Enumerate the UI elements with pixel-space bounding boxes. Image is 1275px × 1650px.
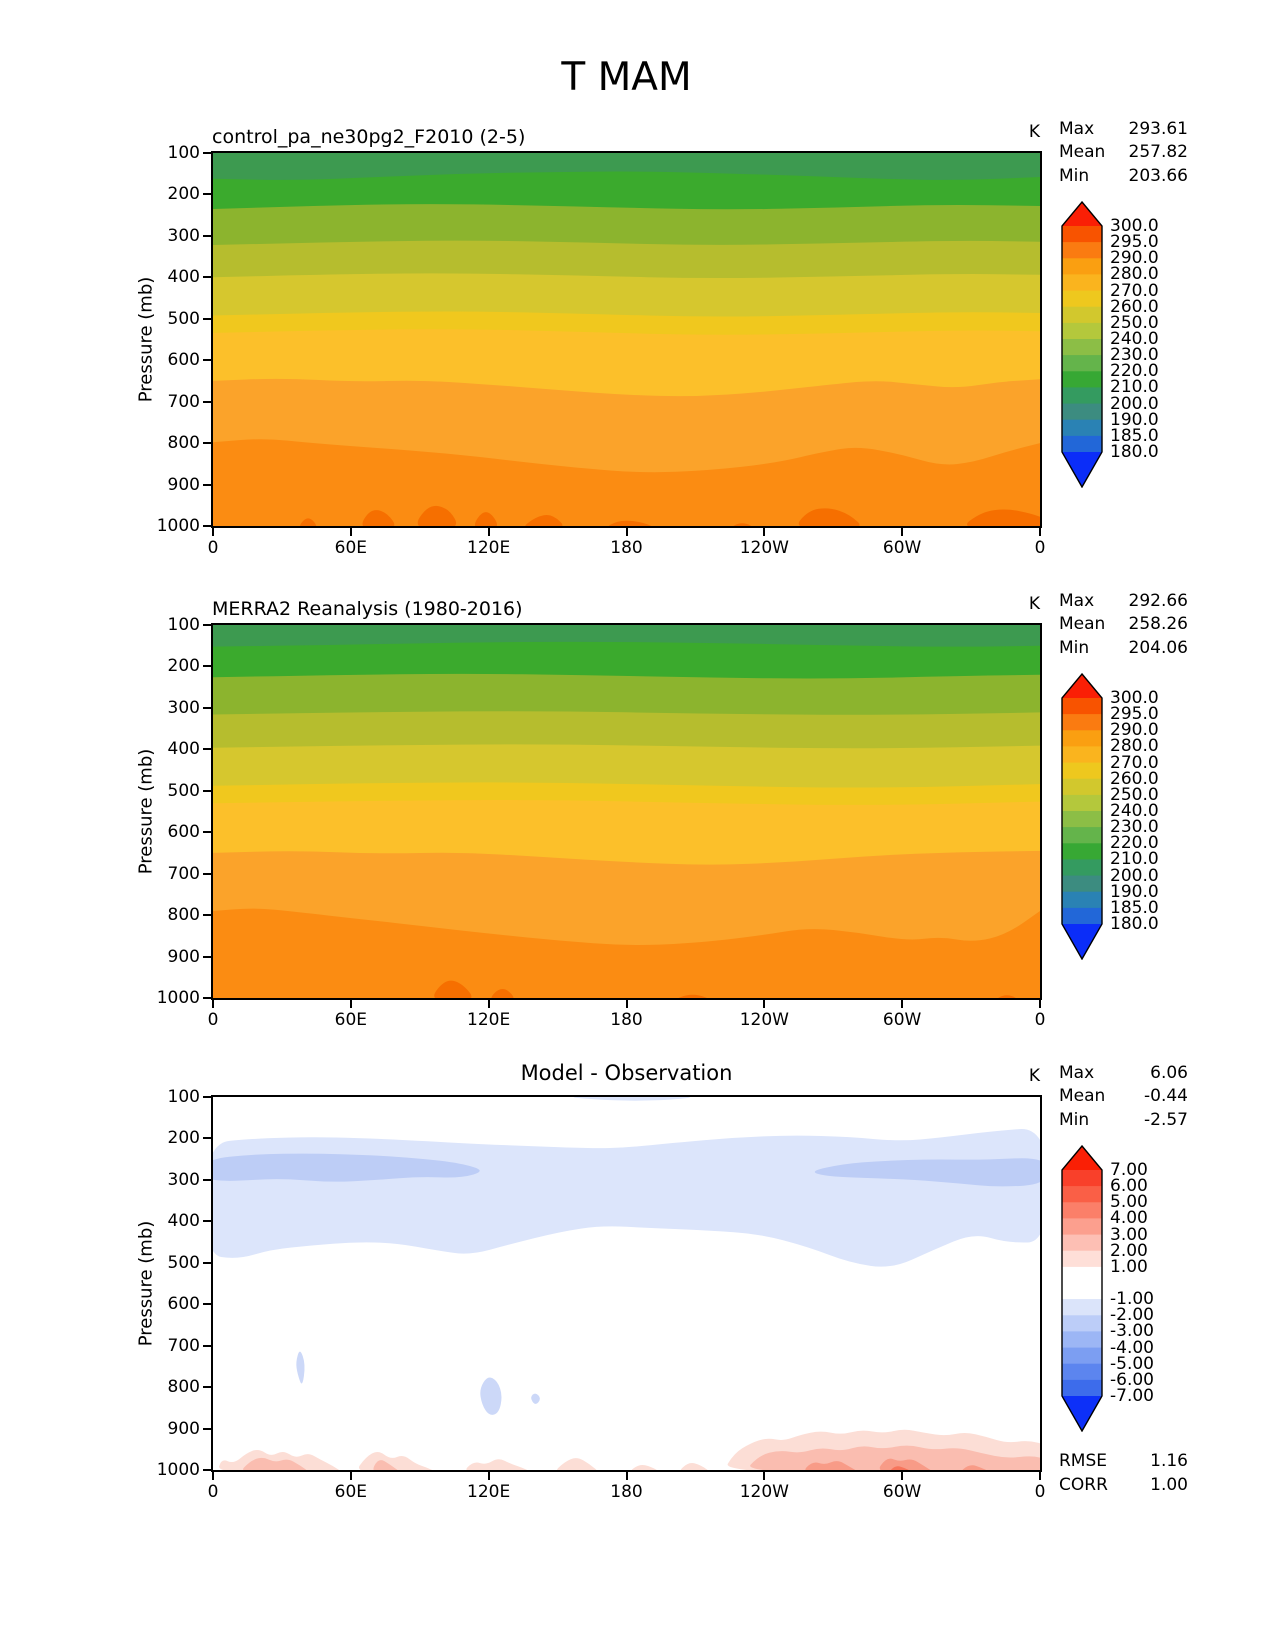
y-tick xyxy=(203,235,211,237)
colorbar-tick-label: 190.0 xyxy=(1110,409,1159,430)
colorbar-tick-label: -1.00 xyxy=(1110,1289,1154,1310)
extra-stat-row xyxy=(1059,1474,1188,1497)
unit-label: K xyxy=(1028,1066,1040,1086)
y-tick-label: 200 xyxy=(167,1128,200,1149)
stat-label: RMSE xyxy=(1059,1451,1108,1471)
colorbar-tick-label: 260.0 xyxy=(1110,296,1159,317)
x-tick xyxy=(350,1472,352,1480)
colorbar-segment xyxy=(1062,876,1102,893)
colorbar-segment xyxy=(1062,323,1102,340)
colorbar-segment xyxy=(1062,827,1102,844)
y-tick-label: 500 xyxy=(167,1252,200,1273)
colorbar-segment xyxy=(1062,1299,1102,1316)
colorbar-tick-label: 220.0 xyxy=(1110,361,1159,382)
colorbar-segment xyxy=(1062,291,1102,308)
colorbar-tick-label: 180.0 xyxy=(1110,442,1159,462)
colorbar-tick-label: 185.0 xyxy=(1110,425,1159,446)
stat-value: 1.00 xyxy=(1150,1474,1188,1495)
colorbar-segment xyxy=(1062,274,1102,291)
contour-field xyxy=(213,153,1040,526)
x-tick xyxy=(901,1472,903,1480)
colorbar-segment xyxy=(1062,908,1102,925)
y-tick-label: 400 xyxy=(167,1211,200,1232)
y-tick-label: 900 xyxy=(167,474,200,495)
x-tick-label: 60W xyxy=(882,1482,922,1502)
x-tick-label: 60W xyxy=(882,1010,922,1030)
colorbar-segment xyxy=(1062,1218,1102,1235)
colorbar-tick-label: 260.0 xyxy=(1110,768,1159,789)
x-tick xyxy=(350,1000,352,1008)
colorbar-tick-label: -3.00 xyxy=(1110,1321,1154,1342)
colorbar-segment xyxy=(1062,714,1102,731)
y-tick-label: 700 xyxy=(167,863,200,884)
y-tick xyxy=(203,956,211,958)
stat-label: Min xyxy=(1059,1109,1090,1130)
colorbar-segment xyxy=(1062,811,1102,828)
stat-value: -2.57 xyxy=(1144,1109,1188,1130)
x-tick-label: 180 xyxy=(610,538,643,558)
y-tick xyxy=(203,1262,211,1264)
colorbar-tick-label: 270.0 xyxy=(1110,752,1159,773)
y-tick xyxy=(203,442,211,444)
stat-value: 293.61 xyxy=(1128,119,1188,139)
x-tick-label: 60E xyxy=(334,538,368,558)
y-tick xyxy=(203,790,211,792)
plot-area xyxy=(211,151,1042,528)
y-tick xyxy=(203,318,211,320)
stat-label: Min xyxy=(1059,637,1090,658)
colorbar-tick-label: 280.0 xyxy=(1110,736,1159,757)
colorbar-segment xyxy=(1062,1251,1102,1268)
stat-value: 204.06 xyxy=(1128,637,1188,658)
colorbar-segment xyxy=(1062,258,1102,275)
colorbar-arrow-top xyxy=(1062,202,1102,226)
x-tick xyxy=(901,528,903,536)
colorbar-tick-label: 300.0 xyxy=(1110,216,1159,236)
contour-field xyxy=(213,1097,1040,1470)
stat-value: -0.44 xyxy=(1144,1086,1188,1107)
y-tick-label: 600 xyxy=(167,822,200,843)
x-tick xyxy=(212,1000,214,1008)
colorbar-segment xyxy=(1062,1315,1102,1332)
y-tick xyxy=(203,665,211,667)
x-tick xyxy=(901,1000,903,1008)
x-tick-label: 0 xyxy=(207,1010,219,1030)
colorbar-segment xyxy=(1062,339,1102,356)
colorbar-tick-label: 210.0 xyxy=(1110,849,1159,870)
colorbar-segment xyxy=(1062,226,1102,243)
colorbar-segment xyxy=(1062,1380,1102,1397)
x-tick-label: 180 xyxy=(610,1482,643,1502)
colorbar-tick-label: 295.0 xyxy=(1110,704,1159,725)
x-tick xyxy=(763,1472,765,1480)
colorbar-tick-label: 300.0 xyxy=(1110,688,1159,708)
colorbar-segment xyxy=(1062,763,1102,780)
x-tick-label: 120E xyxy=(467,1482,511,1502)
y-tick-label: 500 xyxy=(167,780,200,801)
x-tick-label: 0 xyxy=(1034,1482,1046,1502)
colorbar-tick-label: -5.00 xyxy=(1110,1353,1154,1374)
colorbar-segment xyxy=(1062,436,1102,453)
colorbar-arrow-bottom xyxy=(1062,452,1102,487)
y-tick-label: 1000 xyxy=(156,516,200,536)
colorbar-arrow-top xyxy=(1062,674,1102,698)
x-tick xyxy=(350,528,352,536)
colorbar xyxy=(1061,1145,1103,1432)
x-tick-label: 120E xyxy=(467,1010,511,1030)
y-tick xyxy=(203,484,211,486)
colorbar-tick-label: 200.0 xyxy=(1110,393,1159,414)
y-tick-label: 200 xyxy=(167,184,200,205)
y-axis-label: Pressure (mb) xyxy=(135,1220,157,1346)
stat-value: 203.66 xyxy=(1128,165,1188,186)
y-tick xyxy=(203,1428,211,1430)
stat-row xyxy=(1059,141,1188,164)
y-tick xyxy=(203,1137,211,1139)
colorbar-tick-label: 230.0 xyxy=(1110,817,1159,838)
stat-row xyxy=(1059,118,1188,141)
y-tick xyxy=(203,748,211,750)
stat-label: Mean xyxy=(1059,142,1106,163)
colorbar-segment xyxy=(1062,1202,1102,1219)
y-tick-label: 900 xyxy=(167,946,200,967)
extra-stat-row xyxy=(1059,1450,1188,1473)
colorbar-segment xyxy=(1062,1170,1102,1187)
x-tick-label: 120E xyxy=(467,538,511,558)
contour-field xyxy=(213,625,1040,998)
colorbar-tick-label: -6.00 xyxy=(1110,1369,1154,1390)
colorbar-tick-label: 250.0 xyxy=(1110,312,1159,333)
stat-row xyxy=(1059,165,1188,188)
colorbar-arrow-bottom xyxy=(1062,1396,1102,1431)
y-axis-label: Pressure (mb) xyxy=(135,276,157,402)
colorbar-segment xyxy=(1062,1364,1102,1381)
x-tick xyxy=(626,1000,628,1008)
colorbar-tick-label: -2.00 xyxy=(1110,1305,1154,1326)
y-tick-label: 100 xyxy=(167,615,200,635)
y-tick xyxy=(203,873,211,875)
y-tick xyxy=(203,997,211,999)
colorbar-arrow-bottom xyxy=(1062,924,1102,959)
x-tick xyxy=(1039,528,1041,536)
unit-label: K xyxy=(1028,122,1040,142)
colorbar-segment xyxy=(1062,779,1102,796)
y-tick xyxy=(203,914,211,916)
colorbar-tick-label: 185.0 xyxy=(1110,897,1159,918)
colorbar-tick-label: 5.00 xyxy=(1110,1192,1148,1213)
y-tick-label: 800 xyxy=(167,905,200,926)
y-tick-label: 100 xyxy=(167,143,200,163)
colorbar-segment xyxy=(1062,420,1102,437)
x-tick xyxy=(212,1472,214,1480)
colorbar-arrow-top xyxy=(1062,1146,1102,1170)
x-tick-label: 0 xyxy=(1034,1010,1046,1030)
x-tick-label: 0 xyxy=(207,538,219,558)
y-tick-label: 600 xyxy=(167,350,200,371)
colorbar-tick-label: 190.0 xyxy=(1110,881,1159,902)
colorbar-tick-label: 240.0 xyxy=(1110,801,1159,821)
colorbar-tick-label: -7.00 xyxy=(1110,1386,1154,1406)
y-tick-label: 200 xyxy=(167,656,200,677)
stat-value: 258.26 xyxy=(1128,614,1188,635)
x-tick-label: 120W xyxy=(739,1010,789,1030)
colorbar-tick-label: 180.0 xyxy=(1110,914,1159,934)
y-tick-label: 100 xyxy=(167,1087,200,1107)
y-tick-label: 300 xyxy=(167,1169,200,1190)
colorbar-segment xyxy=(1062,730,1102,747)
unit-label: K xyxy=(1028,594,1040,614)
colorbar-segment xyxy=(1062,795,1102,812)
colorbar-segment xyxy=(1062,698,1102,715)
panel-title: Model - Observation xyxy=(520,1061,733,1085)
y-tick xyxy=(203,1386,211,1388)
colorbar-tick-label: 1.00 xyxy=(1110,1256,1148,1277)
x-tick xyxy=(1039,1000,1041,1008)
colorbar-tick-label: 2.00 xyxy=(1110,1240,1148,1261)
x-tick-label: 0 xyxy=(207,1482,219,1502)
colorbar-tick-label: 240.0 xyxy=(1110,329,1159,349)
panel-title: MERRA2 Reanalysis (1980-2016) xyxy=(212,598,523,620)
x-tick xyxy=(626,528,628,536)
colorbar-segment xyxy=(1062,242,1102,259)
y-tick-label: 400 xyxy=(167,739,200,760)
stat-value: 257.82 xyxy=(1128,142,1188,163)
x-tick xyxy=(763,1000,765,1008)
colorbar-segment xyxy=(1062,1348,1102,1365)
stat-label: Max xyxy=(1059,1063,1095,1083)
x-tick-label: 60E xyxy=(334,1010,368,1030)
y-tick xyxy=(203,624,211,626)
y-axis-label: Pressure (mb) xyxy=(135,748,157,874)
x-tick-label: 0 xyxy=(1034,538,1046,558)
colorbar-tick-label: 290.0 xyxy=(1110,248,1159,269)
colorbar-tick-label: 200.0 xyxy=(1110,865,1159,886)
figure-title: T MAM xyxy=(561,55,692,100)
y-tick xyxy=(203,1179,211,1181)
y-tick-label: 800 xyxy=(167,1377,200,1398)
colorbar-segment xyxy=(1062,307,1102,324)
x-tick-label: 180 xyxy=(610,1010,643,1030)
colorbar-segment xyxy=(1062,892,1102,909)
colorbar-tick-label: 250.0 xyxy=(1110,784,1159,805)
y-tick-label: 300 xyxy=(167,225,200,246)
y-tick xyxy=(203,359,211,361)
colorbar-tick-label: 295.0 xyxy=(1110,232,1159,253)
stat-label: Min xyxy=(1059,165,1090,186)
plot-area xyxy=(211,1095,1042,1472)
y-tick xyxy=(203,1345,211,1347)
y-tick-label: 900 xyxy=(167,1418,200,1439)
y-tick xyxy=(203,1220,211,1222)
stat-label: Max xyxy=(1059,119,1095,139)
colorbar-tick-label: -4.00 xyxy=(1110,1337,1154,1358)
y-tick-label: 1000 xyxy=(156,1460,200,1480)
y-tick-label: 500 xyxy=(167,308,200,329)
y-tick-label: 600 xyxy=(167,1294,200,1315)
x-tick xyxy=(212,528,214,536)
colorbar-segment xyxy=(1062,859,1102,876)
colorbar-segment xyxy=(1062,404,1102,421)
y-tick xyxy=(203,1469,211,1471)
colorbar xyxy=(1061,673,1103,960)
stat-row xyxy=(1059,1085,1188,1108)
x-tick-label: 120W xyxy=(739,538,789,558)
colorbar-segment xyxy=(1062,843,1102,860)
x-tick-label: 60E xyxy=(334,1482,368,1502)
y-tick xyxy=(203,276,211,278)
colorbar-tick-label: 3.00 xyxy=(1110,1224,1148,1245)
x-tick xyxy=(488,1472,490,1480)
colorbar-tick-label: 280.0 xyxy=(1110,264,1159,285)
colorbar-tick-label: 220.0 xyxy=(1110,833,1159,854)
y-tick xyxy=(203,831,211,833)
panel-title: control_pa_ne30pg2_F2010 (2-5) xyxy=(212,126,526,148)
stat-row xyxy=(1059,1109,1188,1132)
colorbar-segment xyxy=(1062,355,1102,372)
y-tick-label: 400 xyxy=(167,267,200,288)
colorbar-tick-label: 4.00 xyxy=(1110,1208,1148,1229)
x-tick xyxy=(1039,1472,1041,1480)
stat-value: 292.66 xyxy=(1128,591,1188,611)
stat-value: 6.06 xyxy=(1150,1063,1188,1083)
x-tick xyxy=(626,1472,628,1480)
stat-row xyxy=(1059,613,1188,636)
x-tick xyxy=(488,528,490,536)
stat-row xyxy=(1059,1062,1188,1085)
y-tick xyxy=(203,707,211,709)
x-tick xyxy=(488,1000,490,1008)
y-tick xyxy=(203,152,211,154)
stat-label: Mean xyxy=(1059,614,1106,635)
colorbar-segment xyxy=(1062,1331,1102,1348)
y-tick-label: 700 xyxy=(167,1335,200,1356)
colorbar xyxy=(1061,201,1103,488)
colorbar-segment xyxy=(1062,371,1102,388)
colorbar-tick-label: 7.00 xyxy=(1110,1160,1148,1180)
stat-value: 1.16 xyxy=(1150,1451,1188,1471)
x-tick-label: 60W xyxy=(882,538,922,558)
y-tick xyxy=(203,401,211,403)
colorbar-segment xyxy=(1062,746,1102,763)
colorbar-segment xyxy=(1062,1267,1102,1300)
colorbar-segment xyxy=(1062,387,1102,404)
colorbar-tick-label: 210.0 xyxy=(1110,377,1159,398)
colorbar-tick-label: 290.0 xyxy=(1110,720,1159,741)
colorbar-tick-label: 6.00 xyxy=(1110,1176,1148,1197)
stat-label: Max xyxy=(1059,591,1095,611)
stat-label: CORR xyxy=(1059,1474,1108,1495)
stat-row xyxy=(1059,590,1188,613)
stat-row xyxy=(1059,637,1188,660)
y-tick-label: 700 xyxy=(167,391,200,412)
colorbar-tick-label: 270.0 xyxy=(1110,280,1159,301)
colorbar-segment xyxy=(1062,1235,1102,1252)
y-tick xyxy=(203,193,211,195)
stat-label: Mean xyxy=(1059,1086,1106,1107)
y-tick-label: 300 xyxy=(167,697,200,718)
y-tick-label: 1000 xyxy=(156,988,200,1008)
colorbar-segment xyxy=(1062,1186,1102,1203)
x-tick-label: 120W xyxy=(739,1482,789,1502)
y-tick-label: 800 xyxy=(167,433,200,454)
y-tick xyxy=(203,525,211,527)
colorbar-tick-label: 230.0 xyxy=(1110,345,1159,366)
y-tick xyxy=(203,1096,211,1098)
y-tick xyxy=(203,1303,211,1305)
plot-area xyxy=(211,623,1042,1000)
x-tick xyxy=(763,528,765,536)
